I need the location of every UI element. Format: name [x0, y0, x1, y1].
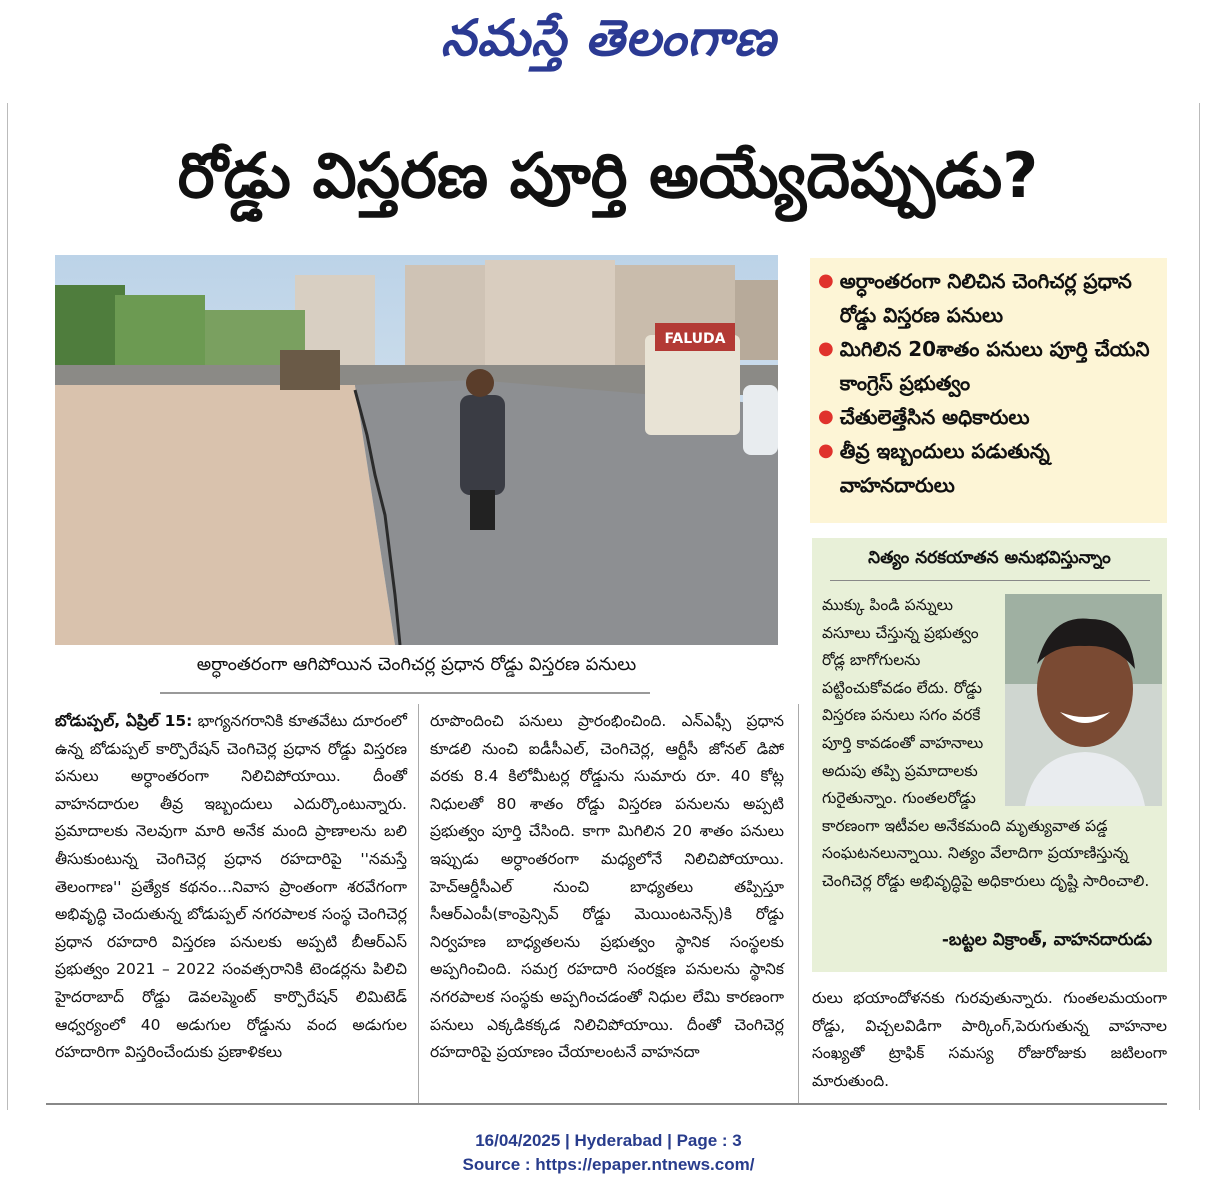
person-portrait [1005, 594, 1162, 806]
article-text: భాగ్యనగరానికి కూతవేటు దూరంలో ఉన్న బోడుప్పల్ కార్పొరేషన్ చెంగిచెర్ల ప్రధాన రోడ్డు విస్తరణ పనులు అర్ధాంతరంగా నిలిచిపోయాయి. దీంతో వాహనదారుల తీవ్ర ఇబ్బందులు ఎదుర్కొంటున్నారు. ప్రమాదాలకు నెలవుగా మారి అనేక మంది ప్రాణాలను బలి తీసుకుంటున్న చెంగిచెర్ల ప్రధాన రహదారిపై ''నమస్తే తెలంగాణ'' ప్రత్యేక కథనం...నివాస ప్రాంతంగా శరవేగంగా అభివృద్ధి చెందుతున్న బోడుప్పల్ నగరపాలక సంస్థ చెంగిచెర్ల ప్రధాన రహదారి విస్తరణ పనులకు అప్పటి బీఆర్ఎస్ ప్రభుత్వం 2021 – 2022 సంవత్సరానికి టెండర్లను పిలిచి హైదరాబాద్ రోడ్డు డెవలప్మెంట్ కార్పొరేషన్ లిమిటెడ్ ఆధ్వర్యంలో 40 అడుగుల రోడ్డును వంద అడుగుల రహదారిగా విస్తరించేందుకు ప్రణాళికలు [55, 712, 407, 1062]
highlight-item: ● చేతులెత్తేసిన అధికారులు [818, 400, 1163, 434]
article-text: రులు భయాందోళనకు గురవుతున్నారు. గుంతలమయంగా రోడ్డు, విచ్చలవిడిగా పార్కింగ్,పెరుగుతున్న వాహనాల సంఖ్యతో ట్రాఫిక్ సమస్య రోజురోజుకు జటిలంగా మారుతుంది. [812, 989, 1167, 1090]
column-divider [418, 704, 419, 1104]
caption-divider [160, 692, 650, 694]
bullet-icon: ● [818, 406, 834, 427]
quote-title: నిత్యం నరకయాతన అనుభవిస్తున్నాం [868, 548, 1111, 568]
footer-date-line: 16/04/2025 | Hyderabad | Page : 3 [475, 1131, 742, 1150]
bottom-divider [46, 1103, 1167, 1105]
quote-divider [830, 580, 1150, 581]
bullet-icon: ● [818, 338, 834, 359]
quote-text: ముక్కు పిండి పన్నులు వసూలు చేస్తున్న ప్రభుత్వం రోడ్ల బాగోగులను పట్టించుకోవడం లేదు. రోడ్డు విస్తరణ పనులు సగం వరకే పూర్తి కావడంతో వాహనాలు అదుపు తప్పి ప్రమాదాలకు గురైతున్నాం. గుంతలరోడ్డు కారణంగా ఇటీవల అనేకమంది మృత్యువాత పడ్డ సంఘటనలున్నాయి. నిత్యం వేలాదిగా ప్రయాణిస్తున్న చెంగిచెర్ల రోడ్డు అభివృద్ధిపై అధికారులు దృష్టి సారించాలి. [822, 596, 1150, 890]
column-divider [798, 704, 799, 1104]
highlight-item: ● అర్ధాంతరంగా నిలిచిన చెంగిచర్ల ప్రధాన రోడ్డు విస్తరణ పనులు [818, 264, 1163, 332]
truck-sign: FALUDA [664, 331, 726, 347]
highlight-item: ● మిగిలిన 20శాతం పనులు పూర్తి చేయని కాంగ్రెస్ ప్రభుత్వం [818, 332, 1163, 400]
news-photo [55, 255, 778, 645]
highlights-box [810, 258, 1167, 523]
masthead-logo: నమస్తే తెలంగాణ [440, 8, 777, 67]
highlight-item: ● తీవ్ర ఇబ్బందులు పడుతున్న వాహనదారులు [818, 434, 1163, 502]
quote-box [812, 538, 1167, 972]
bullet-icon: ● [818, 440, 834, 461]
dateline: బోడుప్పల్, ఏప్రిల్ 15: [55, 712, 193, 730]
article-text: రూపొందించి పనులు ప్రారంభించింది. ఎన్ఎఫ్సీ ప్రధాన కూడలి నుంచి ఐడీసీఎల్, చెంగిచెర్ల, ఆర్టీసీ జోనల్ డిపో వరకు 8.4 కిలోమీటర్ల రోడ్డును సుమారు రూ. 40 కోట్ల నిధులతో 80 శాతం రోడ్డు విస్తరణ పనులను అప్పటి ప్రభుత్వం పూర్తి చేసింది. కాగా మిగిలిన 20 శాతం పనులు ఇప్పుడు అర్ధాంతరంగా మధ్యలోనే నిలిచిపోయాయి. హెచ్ఆర్డీసీఎల్ నుంచి బాధ్యతలు తప్పిస్తూ సీఆర్ఎంపీ(కాంప్రెన్సివ్ రోడ్డు మెయింటనెన్స్)కి రోడ్డు నిర్వహణ బాధ్యతలను ప్రభుత్వం స్థానిక సంస్థలకు అప్పగించింది. సమగ్ర రహదారి సంరక్షణ పనులను స్థానిక నగరపాలక సంస్థకు అప్పగించడంతో నిధుల లేమి కారణంగా పనులు ఎక్కడికక్కడ నిలిచిపోయాయి. దీంతో చెంగిచెర్ల రహదారిపై ప్రయాణం చేయాలంటనే వాహనదా [430, 712, 784, 1062]
footer-source-link[interactable]: Source : https://epaper.ntnews.com/ [462, 1155, 755, 1174]
quote-signature: -బట్టల విక్రాంత్, వాహనదారుడు [941, 930, 1152, 950]
article-column-2 [430, 708, 784, 1067]
quote-text-block [822, 592, 1162, 896]
article-column-1 [55, 708, 407, 1067]
article-column-3 [812, 985, 1167, 1095]
photo-caption: అర్ధాంతరంగా ఆగిపోయిన చెంగిచర్ల ప్రధాన రోడ్డు విస్తరణ పనులు [196, 654, 637, 675]
footer [0, 1129, 1217, 1177]
bullet-icon: ● [818, 270, 834, 291]
headline: రోడ్డు విస్తరణ పూర్తి అయ్యేదెప్పుడు? [177, 139, 1039, 212]
